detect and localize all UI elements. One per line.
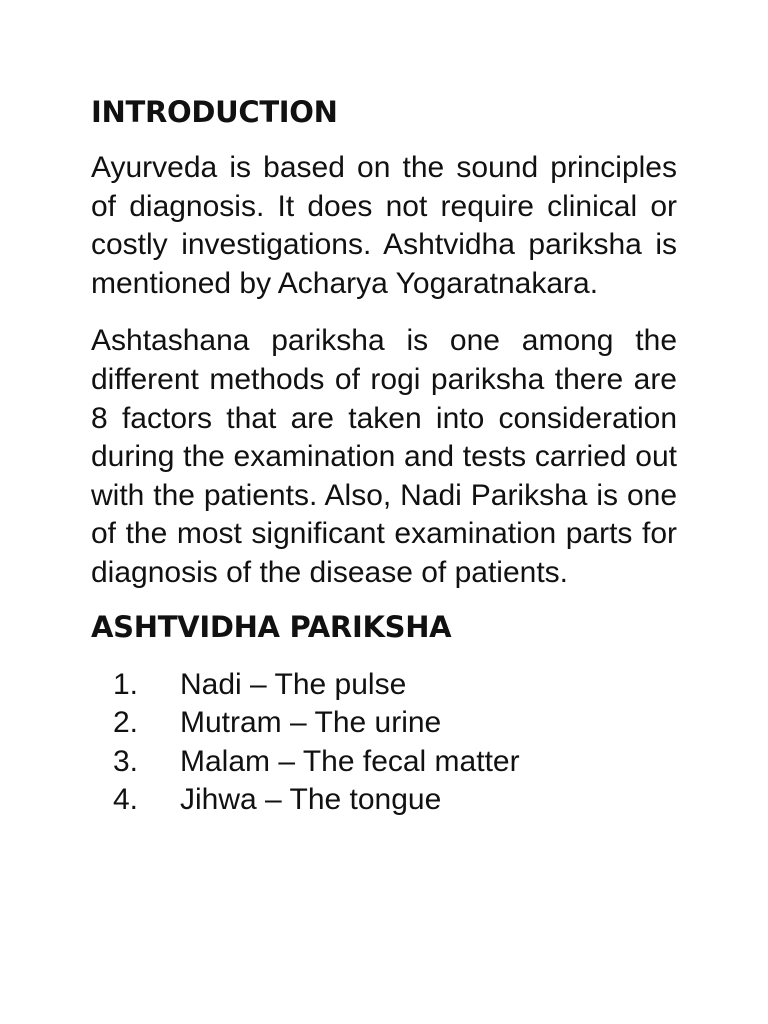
intro-paragraph-1: Ayurveda is based on the sound principles of diagnosis. It does not require clinical or costly investigations. Ashtvidha pariksha is mentioned by Acharya Yogaratnakara. [91, 151, 677, 300]
intro-paragraph-2: Ashtashana pariksha is one among the different methods of rogi pariksha there are 8 factors that are taken into consideration during the examination and tests carried out with the patients. Also, Nadi Pariksha is one of the most significant examination parts for diagnosis of the disease of patients. [91, 324, 677, 589]
list-item-number: 4. [113, 783, 139, 817]
list-item-text: Nadi – The pulse [180, 667, 407, 701]
list-item-text: Mutram – The urine [180, 706, 442, 740]
list-item-number: 1. [113, 667, 139, 701]
list-item [91, 743, 677, 782]
introduction-heading: INTRODUCTION [91, 95, 338, 129]
document-page [91, 94, 677, 820]
ashtvidha-pariksha-heading: ASHTVIDHA PARIKSHA [91, 609, 452, 644]
list-item [91, 704, 677, 743]
list-item-text: Malam – The fecal matter [180, 744, 520, 778]
list-item-text: Jihwa – The tongue [180, 783, 442, 817]
list-item [91, 666, 677, 705]
list-item [91, 781, 677, 820]
pariksha-list [91, 666, 677, 820]
list-item-number: 2. [113, 706, 139, 740]
list-item-number: 3. [113, 744, 139, 778]
